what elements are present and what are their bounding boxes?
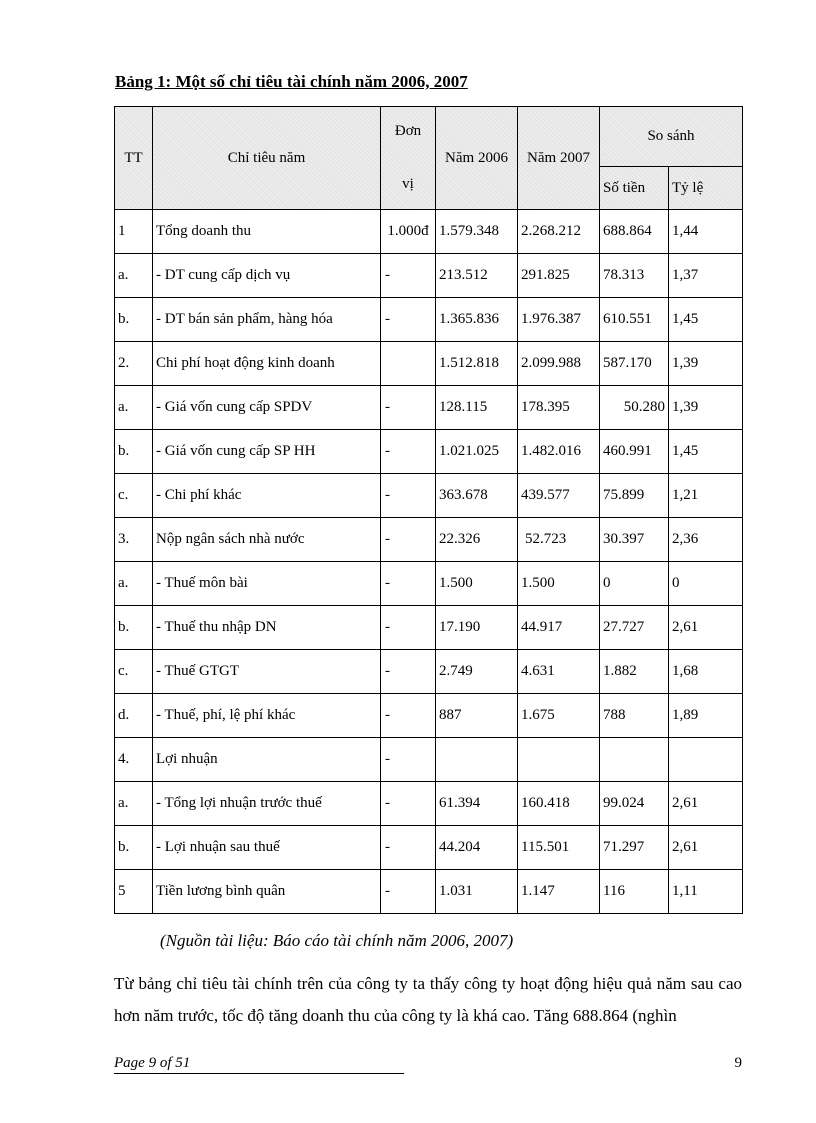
financial-indicators-table: [114, 106, 743, 914]
cell-ratio: 1,39: [669, 386, 743, 430]
cell-ratio: 1,39: [669, 342, 743, 386]
cell-year-2006: 1.579.348: [436, 210, 518, 254]
cell-year-2007: 44.917: [518, 606, 600, 650]
cell-ratio: 1,68: [669, 650, 743, 694]
cell-unit: -: [381, 386, 436, 430]
body-paragraph: Từ bảng chỉ tiêu tài chính trên của công ty ta thấy công ty hoạt động hiệu quả năm sau cao hơn năm trước, tốc độ tăng doanh thu của công ty là khá cao. Tăng 688.864 (nghìn: [114, 974, 742, 1025]
cell-ratio: 1,44: [669, 210, 743, 254]
cell-year-2007: 1.482.016: [518, 430, 600, 474]
cell-indicator: - DT cung cấp dịch vụ: [153, 254, 381, 298]
cell-tt: 3.: [115, 518, 153, 562]
page-number: 9: [734, 1055, 742, 1071]
cell-year-2007: 178.395: [518, 386, 600, 430]
cell-unit: -: [381, 694, 436, 738]
cell-year-2007: 1.500: [518, 562, 600, 606]
source-note: (Nguồn tài liệu: Báo cáo tài chính năm 2006, 2007): [160, 931, 514, 950]
cell-tt: a.: [115, 254, 153, 298]
cell-amount: 71.297: [600, 826, 669, 870]
header-ratio: Tỷ lệ: [669, 167, 743, 210]
table-row: [115, 342, 743, 386]
table-row: [115, 474, 743, 518]
header-indicator: Chỉ tiêu năm: [153, 107, 381, 210]
cell-tt: 5: [115, 870, 153, 914]
cell-tt: c.: [115, 650, 153, 694]
cell-indicator: - DT bán sản phẩm, hàng hóa: [153, 298, 381, 342]
table-row: [115, 254, 743, 298]
cell-ratio: 2,61: [669, 782, 743, 826]
header-compare: So sánh: [600, 107, 743, 167]
cell-tt: b.: [115, 430, 153, 474]
cell-ratio: 2,36: [669, 518, 743, 562]
cell-unit: -: [381, 474, 436, 518]
cell-amount: 610.551: [600, 298, 669, 342]
cell-tt: d.: [115, 694, 153, 738]
cell-tt: a.: [115, 562, 153, 606]
cell-indicator: Tiền lương bình quân: [153, 870, 381, 914]
cell-amount: 99.024: [600, 782, 669, 826]
cell-tt: a.: [115, 386, 153, 430]
cell-indicator: - Chi phí khác: [153, 474, 381, 518]
cell-indicator: - Thuế môn bài: [153, 562, 381, 606]
table-row: [115, 694, 743, 738]
cell-unit: -: [381, 254, 436, 298]
cell-ratio: 2,61: [669, 606, 743, 650]
table-row: [115, 782, 743, 826]
cell-year-2007: 52.723: [518, 518, 600, 562]
cell-ratio: 1,89: [669, 694, 743, 738]
cell-year-2006: 61.394: [436, 782, 518, 826]
table-caption: Bảng 1: Một số chỉ tiêu tài chính năm 2006, 2007: [115, 72, 468, 91]
cell-indicator: - Tổng lợi nhuận trước thuế: [153, 782, 381, 826]
cell-year-2006: 44.204: [436, 826, 518, 870]
cell-indicator: - Thuế, phí, lệ phí khác: [153, 694, 381, 738]
cell-unit: -: [381, 826, 436, 870]
cell-ratio: 0: [669, 562, 743, 606]
cell-ratio: 1,45: [669, 298, 743, 342]
cell-ratio: 2,61: [669, 826, 743, 870]
cell-tt: 4.: [115, 738, 153, 782]
cell-year-2006: 22.326: [436, 518, 518, 562]
cell-indicator: - Giá vốn cung cấp SPDV: [153, 386, 381, 430]
table-row: [115, 386, 743, 430]
cell-amount: 78.313: [600, 254, 669, 298]
header-unit-line1: Đơn: [394, 123, 422, 139]
header-row-1: [115, 107, 743, 167]
cell-year-2007: 4.631: [518, 650, 600, 694]
cell-amount: 0: [600, 562, 669, 606]
cell-amount: 50.280: [600, 386, 669, 430]
cell-year-2007: 439.577: [518, 474, 600, 518]
cell-amount: 27.727: [600, 606, 669, 650]
cell-unit: -: [381, 782, 436, 826]
cell-year-2006: 1.031: [436, 870, 518, 914]
cell-unit: 1.000đ: [381, 210, 436, 254]
table-row: [115, 606, 743, 650]
cell-unit: -: [381, 738, 436, 782]
cell-year-2007: 2.099.988: [518, 342, 600, 386]
header-amount: Số tiền: [600, 167, 669, 210]
cell-tt: b.: [115, 298, 153, 342]
cell-year-2006: 213.512: [436, 254, 518, 298]
cell-indicator: - Giá vốn cung cấp SP HH: [153, 430, 381, 474]
cell-ratio: 1,11: [669, 870, 743, 914]
header-unit-line2: vị: [402, 176, 414, 192]
cell-unit: [381, 342, 436, 386]
cell-tt: a.: [115, 782, 153, 826]
cell-amount: [600, 738, 669, 782]
cell-ratio: 1,21: [669, 474, 743, 518]
cell-indicator: Lợi nhuận: [153, 738, 381, 782]
cell-ratio: 1,45: [669, 430, 743, 474]
cell-ratio: 1,37: [669, 254, 743, 298]
cell-year-2006: 17.190: [436, 606, 518, 650]
cell-year-2007: [518, 738, 600, 782]
cell-year-2006: 2.749: [436, 650, 518, 694]
cell-tt: b.: [115, 606, 153, 650]
cell-amount: 788: [600, 694, 669, 738]
header-unit: [381, 107, 436, 210]
table-row: [115, 826, 743, 870]
cell-year-2007: 291.825: [518, 254, 600, 298]
cell-year-2006: 1.512.818: [436, 342, 518, 386]
page-footer: [114, 1055, 742, 1075]
cell-indicator: Nộp ngân sách nhà nước: [153, 518, 381, 562]
cell-indicator: - Lợi nhuận sau thuế: [153, 826, 381, 870]
table-row: [115, 738, 743, 782]
table-body: [115, 210, 743, 914]
cell-year-2006: 1.021.025: [436, 430, 518, 474]
cell-unit: -: [381, 518, 436, 562]
cell-year-2006: 1.365.836: [436, 298, 518, 342]
cell-indicator: Tổng doanh thu: [153, 210, 381, 254]
table-row: [115, 870, 743, 914]
cell-year-2007: 1.147: [518, 870, 600, 914]
cell-year-2007: 1.976.387: [518, 298, 600, 342]
cell-indicator: Chi phí hoạt động kinh doanh: [153, 342, 381, 386]
cell-tt: c.: [115, 474, 153, 518]
cell-amount: 460.991: [600, 430, 669, 474]
cell-unit: -: [381, 650, 436, 694]
cell-unit: -: [381, 430, 436, 474]
table-row: [115, 430, 743, 474]
cell-indicator: - Thuế thu nhập DN: [153, 606, 381, 650]
cell-amount: 1.882: [600, 650, 669, 694]
cell-year-2007: 115.501: [518, 826, 600, 870]
table-row: [115, 298, 743, 342]
cell-year-2007: 160.418: [518, 782, 600, 826]
cell-indicator: - Thuế GTGT: [153, 650, 381, 694]
cell-amount: 587.170: [600, 342, 669, 386]
header-year-2006: Năm 2006: [436, 107, 518, 210]
cell-year-2006: 1.500: [436, 562, 518, 606]
cell-unit: -: [381, 870, 436, 914]
cell-amount: 688.864: [600, 210, 669, 254]
header-year-2007: Năm 2007: [518, 107, 600, 210]
header-tt: TT: [115, 107, 153, 210]
cell-year-2006: [436, 738, 518, 782]
cell-ratio: [669, 738, 743, 782]
cell-year-2007: 1.675: [518, 694, 600, 738]
cell-amount: 30.397: [600, 518, 669, 562]
table-row: [115, 562, 743, 606]
cell-year-2007: 2.268.212: [518, 210, 600, 254]
cell-unit: -: [381, 298, 436, 342]
cell-tt: b.: [115, 826, 153, 870]
cell-year-2006: 128.115: [436, 386, 518, 430]
cell-unit: -: [381, 562, 436, 606]
table-row: [115, 210, 743, 254]
cell-amount: 75.899: [600, 474, 669, 518]
cell-amount: 116: [600, 870, 669, 914]
table-row: [115, 518, 743, 562]
cell-unit: -: [381, 606, 436, 650]
table-row: [115, 650, 743, 694]
cell-year-2006: 363.678: [436, 474, 518, 518]
page-label: Page 9 of 51: [114, 1055, 404, 1074]
cell-year-2006: 887: [436, 694, 518, 738]
cell-tt: 1: [115, 210, 153, 254]
cell-tt: 2.: [115, 342, 153, 386]
